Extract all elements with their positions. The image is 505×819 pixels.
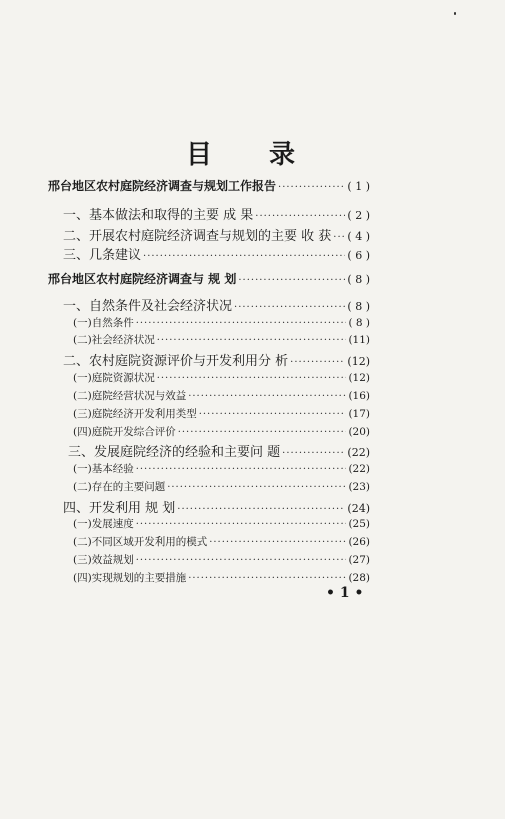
toc-entry	[73, 424, 370, 439]
toc-entry	[73, 479, 370, 494]
leader-dots	[290, 357, 345, 368]
toc-entry	[48, 270, 370, 287]
toc-entry-label: (二)社会经济状况	[73, 334, 155, 346]
toc-entry-page: (12)	[347, 355, 370, 368]
toc-entry	[73, 516, 370, 531]
leader-dots	[209, 537, 346, 548]
toc-entry-label: 四、开发利用 规 划	[63, 501, 176, 516]
toc-entry-label: (二)庭院经营状况与效益	[73, 390, 187, 402]
toc-entry-page: (12)	[348, 372, 370, 384]
toc-entry	[63, 295, 370, 314]
toc-entry-label: (一)庭院资源状况	[73, 372, 155, 384]
toc-entry-label: (一)自然条件	[73, 317, 134, 329]
toc-entry	[73, 388, 370, 403]
toc-entry-label: 邢台地区农村庭院经济调查与 规 划	[48, 272, 237, 286]
leader-dots	[234, 302, 345, 313]
leader-dots	[333, 232, 345, 243]
leader-dots	[188, 573, 346, 584]
toc-entry-label: (三)庭院经济开发利用类型	[73, 408, 197, 420]
toc-entry	[73, 332, 370, 347]
toc-entry	[73, 552, 370, 567]
toc-entry-label: 一、基本做法和取得的主要 成 果	[63, 208, 254, 223]
leader-dots	[178, 427, 347, 438]
leader-dots	[157, 335, 347, 346]
toc-entry-label: 邢台地区农村庭院经济调查与规划工作报告	[48, 179, 277, 193]
toc-entry-page: (22)	[348, 463, 370, 475]
toc-entry-page: ( 2 )	[347, 209, 370, 222]
toc-entry-label: 二、开展农村庭院经济调查与规划的主要 收 获	[63, 229, 332, 244]
toc-entry-page: (22)	[347, 446, 370, 459]
toc-entry-page: (16)	[348, 390, 370, 402]
toc-entry-page: ( 4 )	[347, 230, 370, 243]
toc-entry	[73, 406, 370, 421]
toc-entry-page: (23)	[348, 481, 370, 493]
leader-dots	[136, 318, 347, 329]
toc-entry-page: (25)	[348, 518, 370, 530]
leader-dots	[167, 482, 346, 493]
toc-entry-page: ( 8 )	[347, 273, 370, 286]
leader-dots	[255, 211, 345, 222]
toc-entry-label: 三、几条建议	[63, 248, 142, 263]
toc-entry-label: (一)基本经验	[73, 463, 134, 475]
toc-entry-label: 二、农村庭院资源评价与开发利用分 析	[63, 354, 289, 369]
toc-entry	[63, 244, 370, 263]
toc-entry-label: 三、发展庭院经济的经验和主要问 题	[68, 445, 281, 460]
toc-entry	[63, 204, 370, 223]
toc-entry-label: (二)存在的主要问题	[73, 481, 166, 493]
toc-entry-page: ( 6 )	[347, 249, 370, 262]
toc-entry	[48, 177, 370, 194]
toc-entry	[63, 350, 370, 369]
toc-entry	[63, 497, 370, 516]
toc-entry-label: (四)庭院开发综合评价	[73, 426, 176, 438]
toc-entry	[73, 315, 370, 330]
toc-entry	[63, 225, 370, 244]
toc-entry	[73, 370, 370, 385]
leader-dots	[199, 409, 347, 420]
page-title: 目 录	[185, 140, 320, 170]
toc-entry-page: ( 1 )	[347, 180, 370, 193]
toc-entry	[73, 570, 370, 585]
toc-entry-page: (26)	[348, 536, 370, 548]
leader-dots	[136, 555, 347, 566]
toc-entry-label: 一、自然条件及社会经济状况	[63, 299, 233, 314]
toc-entry-page: (20)	[348, 426, 370, 438]
toc-entry	[68, 441, 370, 460]
toc-entry-page: ( 8 )	[348, 317, 370, 329]
toc-entry-page: (17)	[348, 408, 370, 420]
toc-entry-label: (一)发展速度	[73, 518, 134, 530]
leader-dots	[136, 519, 347, 530]
leader-dots	[278, 182, 345, 193]
leader-dots	[177, 504, 345, 515]
toc-entry-page: (27)	[348, 554, 370, 566]
toc-entry-page: ( 8 )	[347, 300, 370, 313]
leader-dots	[136, 464, 347, 475]
leader-dots	[282, 448, 345, 459]
leader-dots	[143, 251, 345, 262]
leader-dots	[157, 373, 347, 384]
leader-dots	[188, 391, 346, 402]
leader-dots	[238, 275, 345, 286]
toc-entry-label: (四)实现规划的主要措施	[73, 572, 187, 584]
toc-entry-page: (11)	[348, 334, 370, 346]
toc-entry-label: (三)效益规划	[73, 554, 134, 566]
page-number: • 1 •	[326, 585, 364, 601]
scan-speck	[454, 12, 456, 15]
toc-entry-label: (二)不同区域开发利用的模式	[73, 536, 208, 548]
toc-entry-page: (24)	[347, 502, 370, 515]
toc-entry-page: (28)	[348, 572, 370, 584]
toc-entry	[73, 461, 370, 476]
toc-entry	[73, 534, 370, 549]
